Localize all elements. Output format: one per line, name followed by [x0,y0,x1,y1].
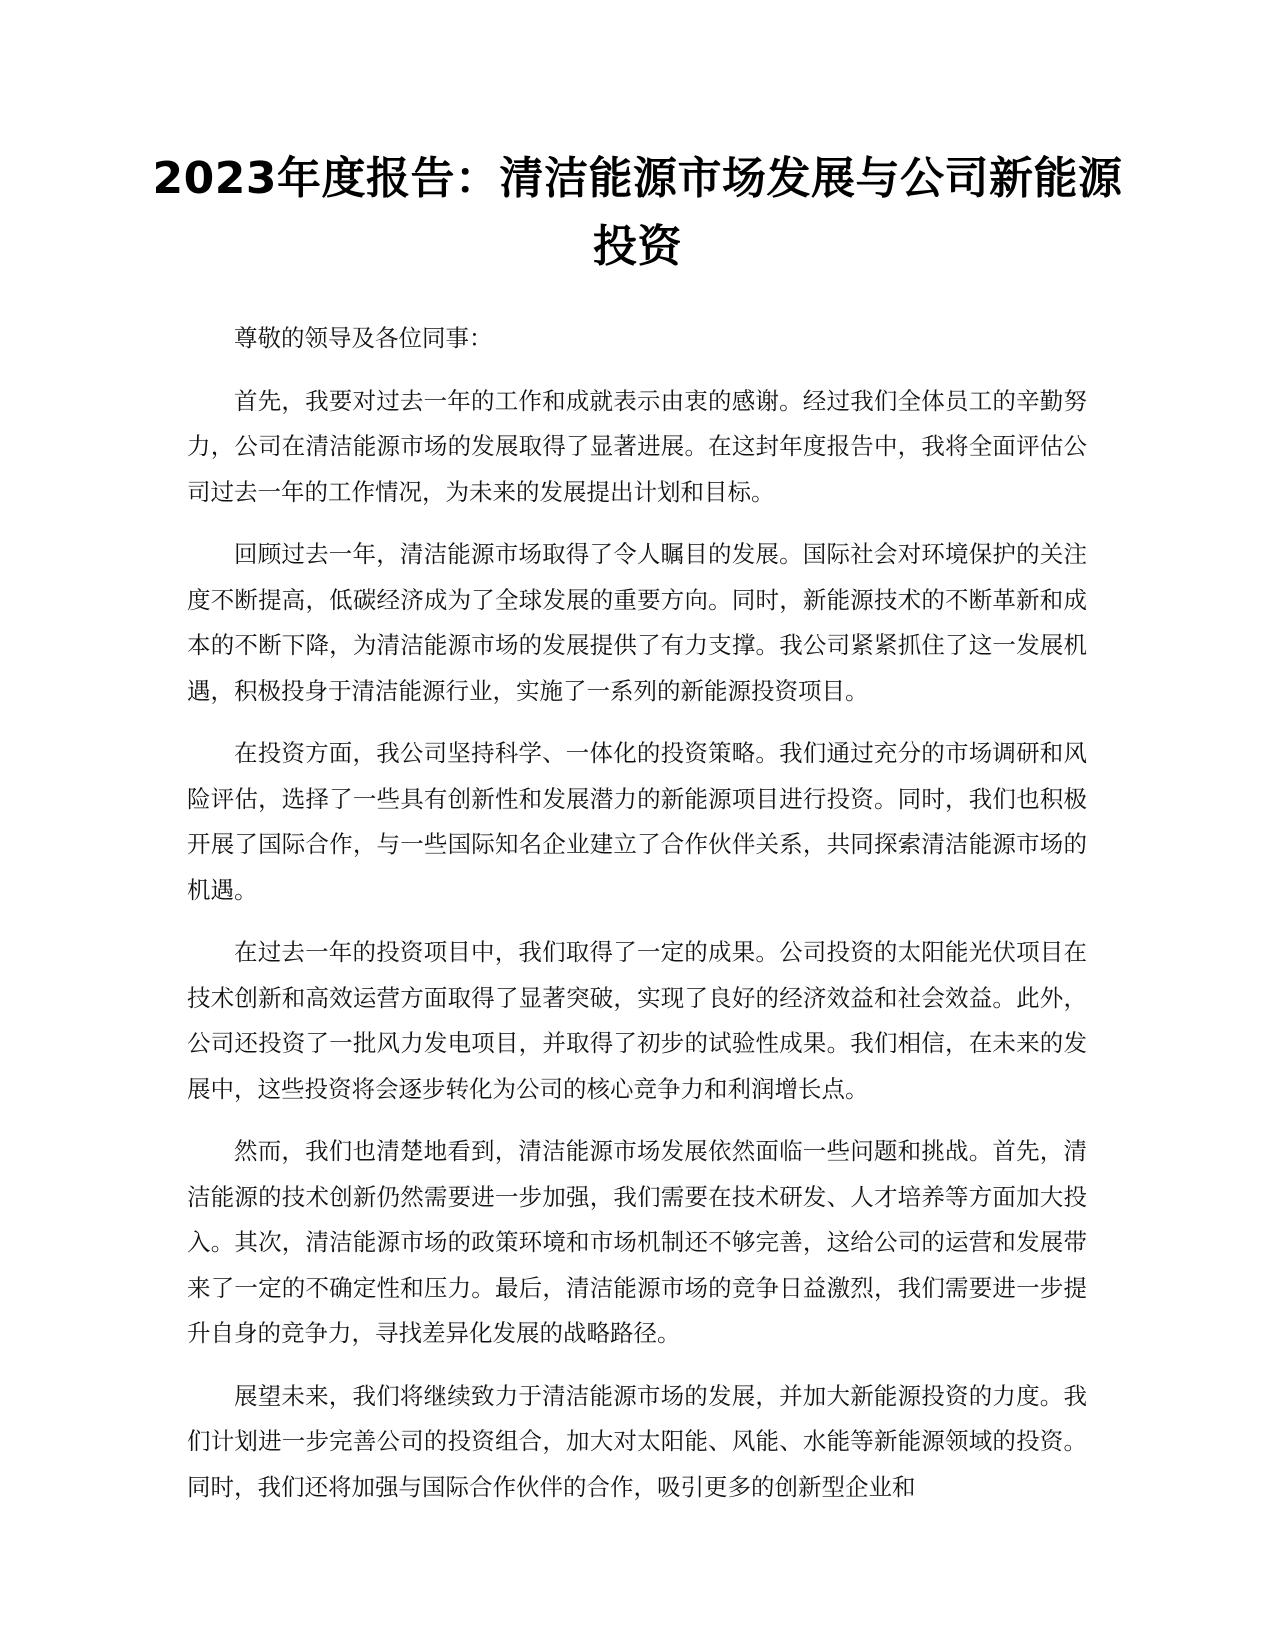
paragraph-3: 在投资方面，我公司坚持科学、一体化的投资策略。我们通过充分的市场调研和风险评估，选择了一些具有创新性和发展潜力的新能源项目进行投资。同时，我们也积极开展了国际合作，与一些国际知名企业建立了合作伙伴关系，共同探索清洁能源市场的机遇。 [187,739,1087,904]
paragraph-4: 在过去一年的投资项目中，我们取得了一定的成果。公司投资的太阳能光伏项目在技术创新和高效运营方面取得了显著突破，实现了良好的经济效益和社会效益。此外，公司还投资了一批风力发电项目，并取得了初步的试验性成果。我们相信，在未来的发展中，这些投资将会逐步转化为公司的核心竞争力和利润增长点。 [187,938,1087,1103]
paragraph-6: 展望未来，我们将继续致力于清洁能源市场的发展，并加大新能源投资的力度。我们计划进一步完善公司的投资组合，加大对太阳能、风能、水能等新能源领域的投资。同时，我们还将加强与国际合作伙伴的合作，吸引更多的创新型企业和 [187,1381,1087,1501]
salutation: 尊敬的领导及各位同事： [234,324,493,352]
document-body [187,316,1087,1527]
paragraph-5: 然而，我们也清楚地看到，清洁能源市场发展依然面临一些问题和挑战。首先，清洁能源的技术创新仍然需要进一步加强，我们需要在技术研发、人才培养等方面加大投入。其次，清洁能源市场的政策环境和市场机制还不够完善，这给公司的运营和发展带来了一定的不确定性和压力。最后，清洁能源市场的竞争日益激烈，我们需要进一步提升自身的竞争力，寻找差异化发展的战略路径。 [187,1137,1087,1347]
paragraph-2: 回顾过去一年，清洁能源市场取得了令人瞩目的发展。国际社会对环境保护的关注度不断提高，低碳经济成为了全球发展的重要方向。同时，新能源技术的不断革新和成本的不断下降，为清洁能源市场的发展提供了有力支撑。我公司紧紧抓住了这一发展机遇，积极投身于清洁能源行业，实施了一系列的新能源投资项目。 [187,540,1087,705]
paragraph-1: 首先，我要对过去一年的工作和成就表示由衷的感谢。经过我们全体员工的辛勤努力，公司在清洁能源市场的发展取得了显著进展。在这封年度报告中，我将全面评估公司过去一年的工作情况，为未来的发展提出计划和目标。 [187,386,1087,506]
document-title: 2023年度报告：清洁能源市场发展与公司新能源投资 [152,153,1123,272]
